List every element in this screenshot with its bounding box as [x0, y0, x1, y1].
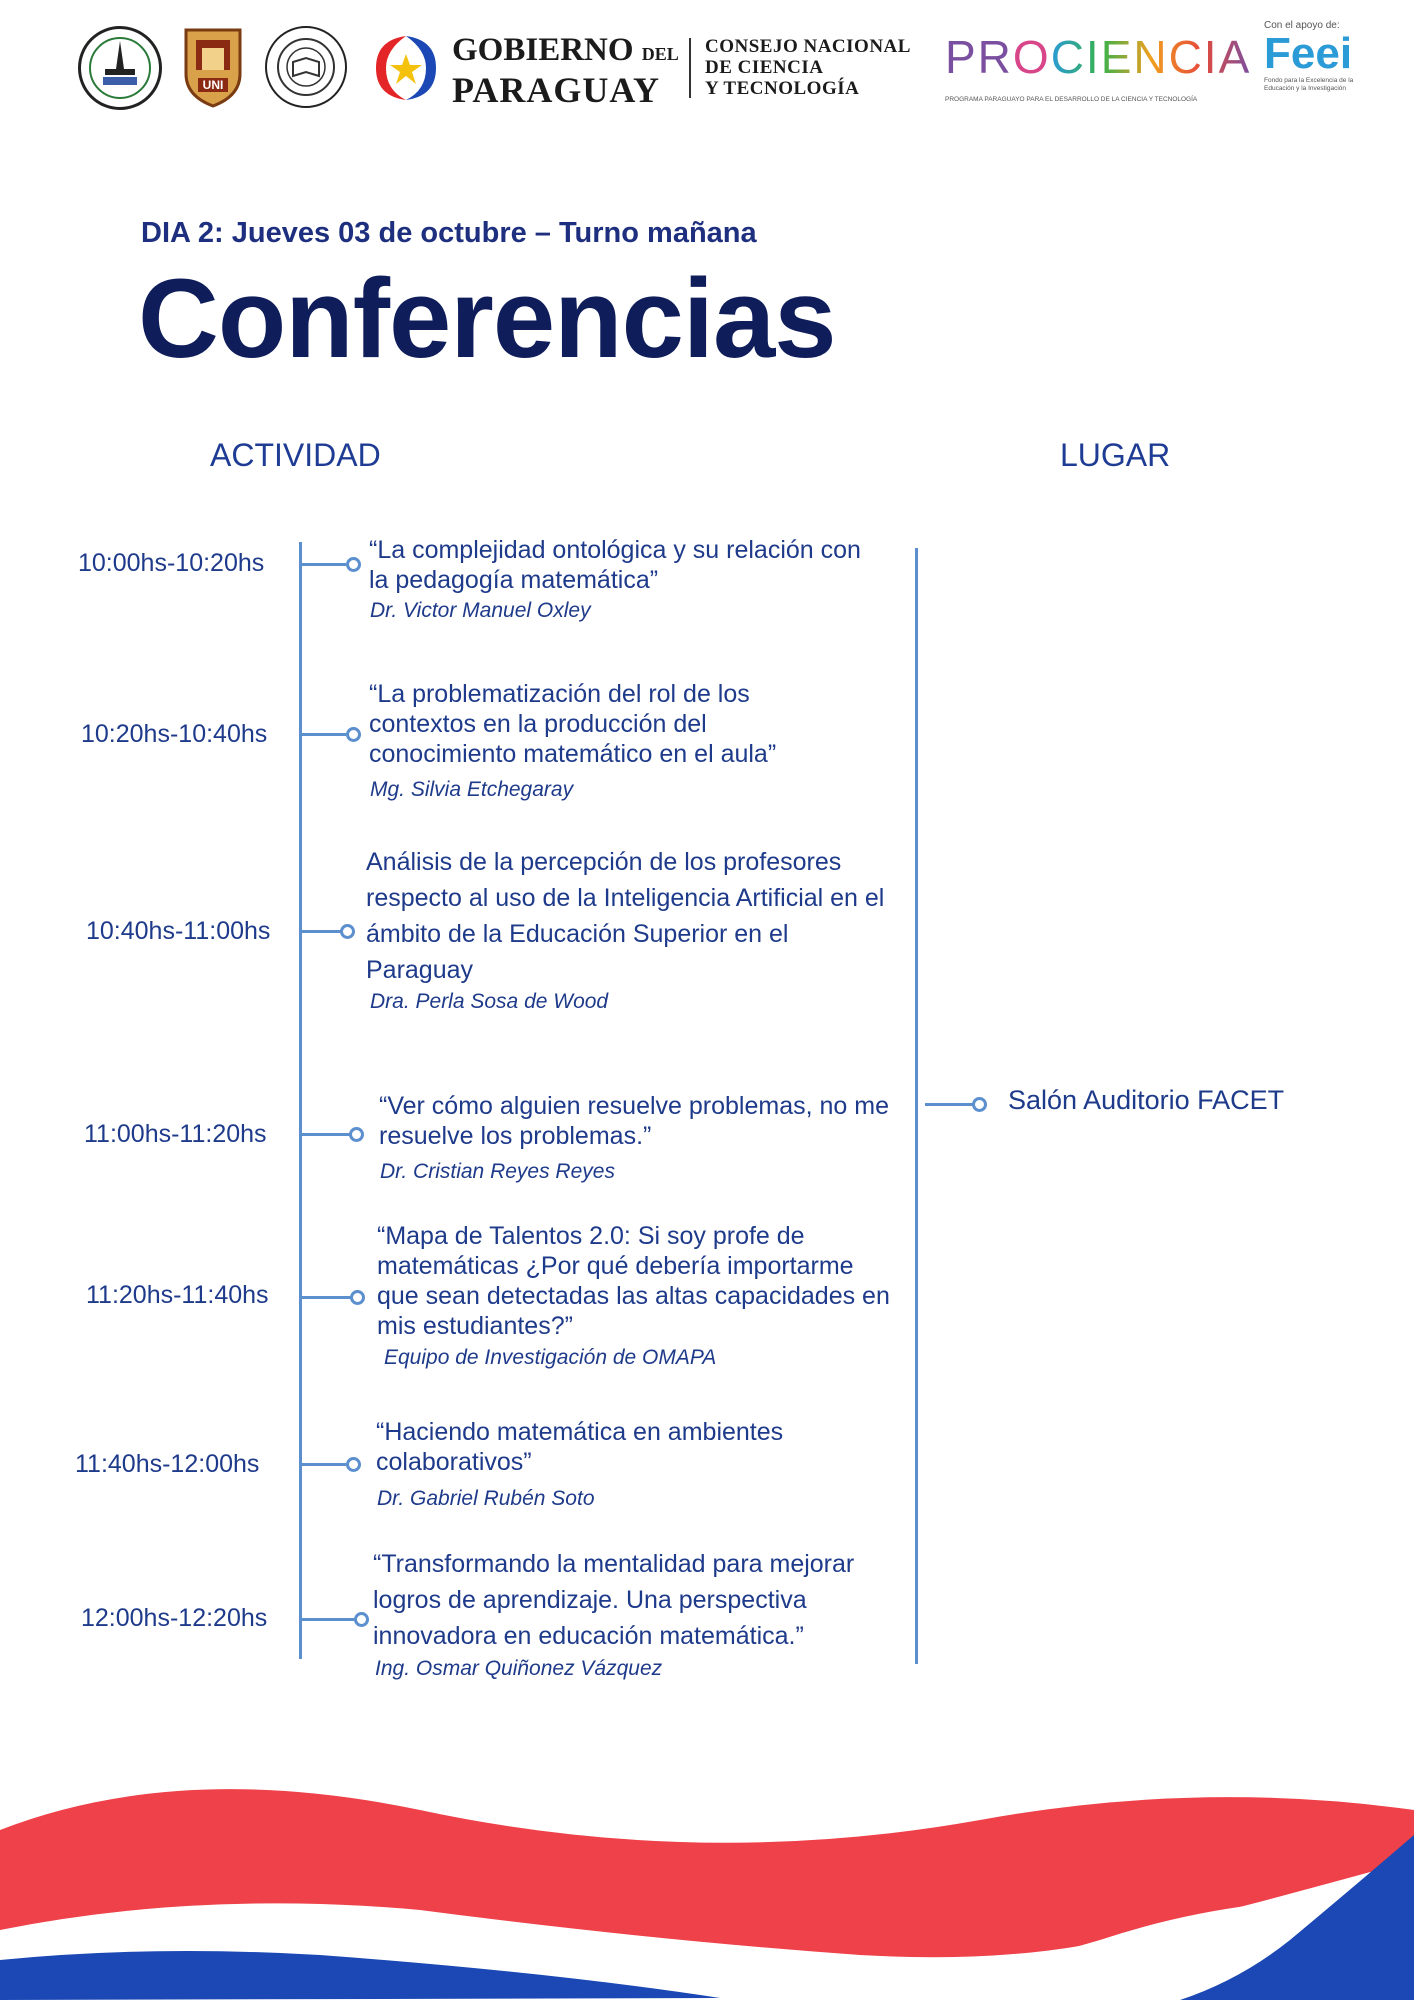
gobierno-title: [452, 34, 682, 109]
talk-title: “La complejidad ontológica y su relación con la pedagogía matemática”: [369, 536, 861, 594]
connector: [302, 1133, 350, 1136]
connector-dot: [350, 1290, 365, 1305]
tower-icon: [81, 29, 159, 107]
schedule-time: 10:00hs-10:20hs: [78, 549, 265, 577]
prociencia-pr: PR: [945, 31, 1013, 83]
connector-dot: [354, 1612, 369, 1627]
feei-name: Feei: [1264, 29, 1353, 78]
schedule-time: 11:20hs-11:40hs: [86, 1281, 269, 1309]
book-icon: [267, 28, 345, 106]
star-emblem-icon: [366, 30, 446, 106]
connector: [302, 563, 346, 566]
day-subtitle: DIA 2: Jueves 03 de octubre – Turno mañana: [141, 217, 757, 249]
schedule-time: 11:40hs-12:00hs: [75, 1450, 260, 1478]
header-divider: [689, 38, 691, 98]
feei-support-text: Con el apoyo de:: [1264, 20, 1340, 31]
talk-title: “Mapa de Talentos 2.0: Si soy profe de matemáticas ¿Por qué debería importarme que sean detectadas las altas capacidades en mis estudiantes?”: [377, 1222, 890, 1340]
place-connector: [925, 1103, 975, 1106]
del-word: DEL: [641, 44, 679, 64]
flag-wave-decoration: [0, 1740, 1414, 2000]
schedule-time: 10:40hs-11:00hs: [86, 917, 271, 945]
schedule-time: 12:00hs-12:20hs: [81, 1604, 268, 1632]
uni-shield-logo: [180, 26, 246, 108]
connector-dot: [346, 1457, 361, 1472]
faculty-seal-logo: [78, 26, 162, 110]
place-name: Salón Auditorio FACET: [1008, 1085, 1285, 1115]
talk-title: “Haciendo matemática en ambientes colaborativos”: [376, 1418, 784, 1476]
conacyt-line-3: Y TECNOLOGÍA: [705, 78, 860, 99]
shield-icon: [180, 26, 246, 108]
place-column-header: LUGAR: [1060, 437, 1171, 473]
talk-title: “La problematización del rol de los contextos en la producción del conocimiento matemático en el aula”: [369, 680, 777, 768]
gobierno-word: GOBIERNO: [452, 32, 634, 68]
university-seal-logo: [265, 26, 347, 108]
gobierno-paraguay-logo: [366, 30, 446, 106]
page-title: Conferencias: [138, 256, 836, 381]
talk-title: “Ver cómo alguien resuelve problemas, no me resuelve los problemas.”: [379, 1092, 889, 1150]
place-line: [915, 548, 918, 1664]
speaker-name: Dr. Gabriel Rubén Soto: [377, 1487, 595, 1510]
connector: [302, 733, 346, 736]
conacyt-line-2: DE CIENCIA: [705, 57, 824, 78]
feei-logo: [1264, 20, 1364, 110]
prociencia-ciencia-1: CIENCIA: [1050, 31, 1252, 83]
speaker-name: Dr. Cristian Reyes Reyes: [380, 1160, 615, 1183]
talk-title: “Transformando la mentalidad para mejorar logros de aprendizaje. Una perspectiva innovadora en educación matemática.”: [373, 1550, 855, 1650]
connector: [302, 1463, 346, 1466]
speaker-name: Mg. Silvia Etchegaray: [370, 778, 574, 801]
schedule-time: 11:00hs-11:20hs: [84, 1120, 267, 1148]
talk-title: Análisis de la percepción de los profesores respecto al uso de la Inteligencia Artificial en el ámbito de la Educación Superior en el Paraguay: [366, 848, 885, 984]
schedule-time: 10:20hs-10:40hs: [81, 720, 268, 748]
connector: [302, 1296, 352, 1299]
connector: [302, 930, 342, 933]
connector: [302, 1618, 356, 1621]
speaker-name: Equipo de Investigación de OMAPA: [384, 1346, 717, 1369]
place-connector-dot: [972, 1097, 987, 1112]
conacyt-line-1: CONSEJO NACIONAL: [705, 36, 911, 57]
paraguay-word: PARAGUAY: [452, 70, 661, 110]
speaker-name: Ing. Osmar Quiñonez Vázquez: [375, 1657, 663, 1680]
atom-o-icon: O: [1012, 31, 1051, 83]
activity-column-header: ACTIVIDAD: [210, 437, 381, 473]
connector-dot: [346, 557, 361, 572]
connector-dot: [346, 727, 361, 742]
connector-dot: [340, 924, 355, 939]
speaker-name: Dr. Victor Manuel Oxley: [370, 599, 591, 622]
connector-dot: [349, 1127, 364, 1142]
prociencia-logo: [945, 30, 1252, 110]
uni-logo-text: UNI: [198, 78, 228, 92]
timeline-line: [299, 542, 302, 1659]
conacyt-title: [705, 36, 925, 99]
prociencia-subtitle: PROGRAMA PARAGUAYO PARA EL DESARROLLO DE LA CIENCIA Y TECNOLOGÍA: [945, 96, 1198, 103]
speaker-name: Dra. Perla Sosa de Wood: [370, 990, 609, 1013]
feei-subtitle: Fondo para la Excelencia de la Educación y la Investigación: [1264, 77, 1354, 92]
